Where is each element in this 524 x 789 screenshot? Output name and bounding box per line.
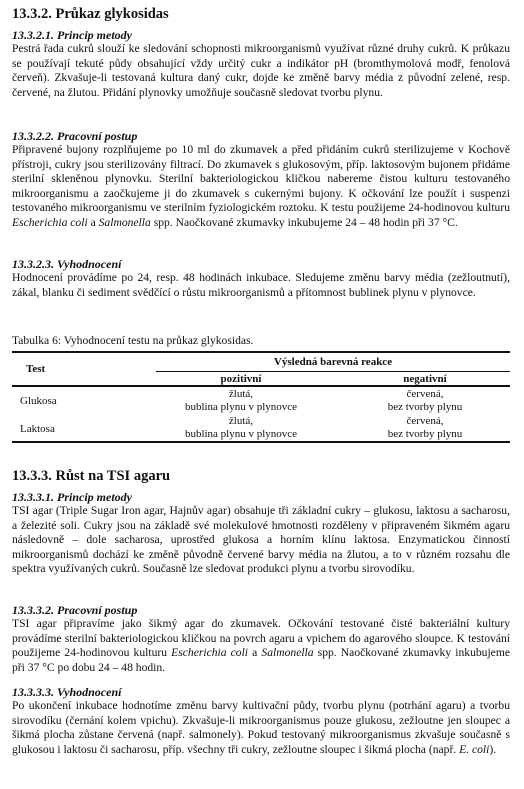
organism-name: Escherichia coli: [12, 215, 88, 229]
table-rule: [156, 371, 510, 372]
table-cell-negative: [340, 388, 510, 413]
table-header-positive: pozitivní: [220, 373, 262, 385]
cell-line: červená,: [406, 388, 444, 400]
subsection-title-princip: 13.3.3.1. Princip metody: [12, 490, 132, 504]
table-header-group: Výsledná barevná reakce: [273, 356, 393, 368]
cell-line: bublina plynu v plynovce: [184, 427, 298, 440]
cell-line: žlutá,: [228, 388, 254, 400]
text-segment: ).: [489, 742, 497, 756]
table-rule: [12, 351, 510, 353]
organism-name: Salmonella: [98, 215, 151, 229]
table-cell-positive: [156, 415, 326, 440]
paragraph-postup: [12, 143, 510, 230]
organism-name: E. coli: [459, 742, 490, 756]
table-cell-test: Glukosa: [20, 395, 57, 407]
table-header-negative: negativní: [403, 373, 447, 385]
subsection-title-postup: 13.3.2.2. Pracovní postup: [12, 129, 138, 143]
cell-line: bez tvorby plynu: [387, 400, 463, 413]
table-header-test: Test: [26, 363, 46, 375]
section-title-glykosidas: 13.3.2. Průkaz glykosidas: [12, 6, 169, 22]
table-caption: Tabulka 6: Vyhodnocení testu na průkaz glykosidas.: [12, 334, 254, 347]
paragraph-princip: Pestrá řada cukrů slouží ke sledování schopnosti mikroorganismů využívat různé druhy cukrů. K průkazu se používají tekuté půdy obsahující vždy určitý cukr a indikátor pH (bromthymolová modř, fenolová červeň). Zkvašuje-li testovaná kultura daný cukr, dojde ke změně barvy média z původní zelené, resp. červené, na žlutou. Přidání plynovky umožňuje současně sledovat tvorbu plynu.: [12, 42, 510, 99]
subsection-title-princip: 13.3.2.1. Princip metody: [12, 28, 132, 42]
paragraph-princip: TSI agar (Triple Sugar Iron agar, Hajnův agar) obsahuje tři základní cukry – glukosu, laktosu a sacharosu, a železité soli. Cukry jsou na základě své molekulové hmotnosti rozděleny v připraveném šikmém agaru následovně – dole sacharosa, uprostřed glukosa a horním klínu laktosa. Enzymatickou činností mikroorganismů dochází ke změně původně červené barvy média na žlutou, a to v různém rozsahu dle spektra využívaných cukrů. Současně lze sledovat produkci plynu a tvorbu sirovodíku.: [12, 504, 510, 575]
subsection-title-vyhodnoceni: 13.3.2.3. Vyhodnocení: [12, 257, 122, 271]
paragraph-postup: [12, 617, 510, 675]
organism-name: Escherichia coli: [171, 646, 249, 659]
cell-line: žlutá,: [228, 415, 254, 427]
paragraph-vyhodnoceni: [12, 699, 510, 757]
text-segment: spp. Naočkované zkumavky inkubujeme 24 – 48 hodin při 37 °C.: [150, 215, 458, 229]
subsection-title-postup: 13.3.3.2. Pracovní postup: [12, 603, 138, 617]
table-cell-test: Laktosa: [20, 423, 55, 435]
paragraph-vyhodnoceni: Hodnocení provádíme po 24, resp. 48 hodinách inkubace. Sledujeme změnu barvy média (zežloutnutí), zákal, blanku či sediment svědčící o růstu mikroorganismů a přítomnost bublinek plynu v plynovce.: [12, 271, 510, 299]
section-title-tsi-agar: 13.3.3. Růst na TSI agaru: [12, 468, 171, 484]
text-segment: Připravené bujony rozplňujeme po 10 ml do zkumavek a před přidáním cukrů sterilizujeme v Kochově přístroji, cukry jsou sterilizovány filtrací. Do zkumavek s glukosovým, příp. laktosovým bujonem přidáme sterilní skleněnou plynovku. Sterilní bakteriologickou kličkou nabereme čistou kulturu testovaného mikroorganismu a zaočkujeme ji do zkumavek s cukernými bujony. K očkování lze použít i suspenzi testovaného mikroorganismu ve sterilním fyziologickém roztoku. K testu použijeme 24-hodinovou kulturu: [12, 143, 510, 214]
text-segment: a: [248, 646, 262, 659]
text-segment: spp. Naočkované zkumavky inkubujeme při 37 °C po dobu 24 – 48 hodin.: [12, 646, 510, 674]
text-segment: TSI agar připravíme jako šikmý agar do zkumavek. Očkování testované čisté bakteriální kultury provádíme sterilní bakteriologickou kličkou na povrch agaru a vpichem do agarového sloupce. K testování použijeme 24-hodinovou kulturu: [12, 617, 510, 659]
text-segment: Po ukončení inkubace hodnotíme změnu barvy kultivační půdy, tvorbu plynu (potrhání agaru) a tvorbu sirovodíku (černání kolem vpichu). Zkvašuje-li mikroorganismus pouze glukosu, zežloutne jen sloupec a šikmá plocha zůstane červená (např. salmonely). Pokud testovaný mikroorganismus zkvašuje současně s glukosou i laktosu či sacharosu, příp. všechny tři cukry, zežloutne sloupec i šikmá plocha (např.: [12, 699, 510, 756]
text-segment: a: [87, 215, 99, 229]
table-cell-positive: [156, 388, 326, 413]
table-cell-negative: [340, 415, 510, 440]
cell-line: červená,: [406, 415, 444, 427]
subsection-title-vyhodnoceni: 13.3.3.3. Vyhodnocení: [12, 685, 122, 699]
cell-line: bez tvorby plynu: [387, 427, 463, 440]
organism-name: Salmonella: [261, 646, 314, 659]
table-rule: [12, 441, 510, 443]
cell-line: bublina plynu v plynovce: [184, 400, 298, 413]
